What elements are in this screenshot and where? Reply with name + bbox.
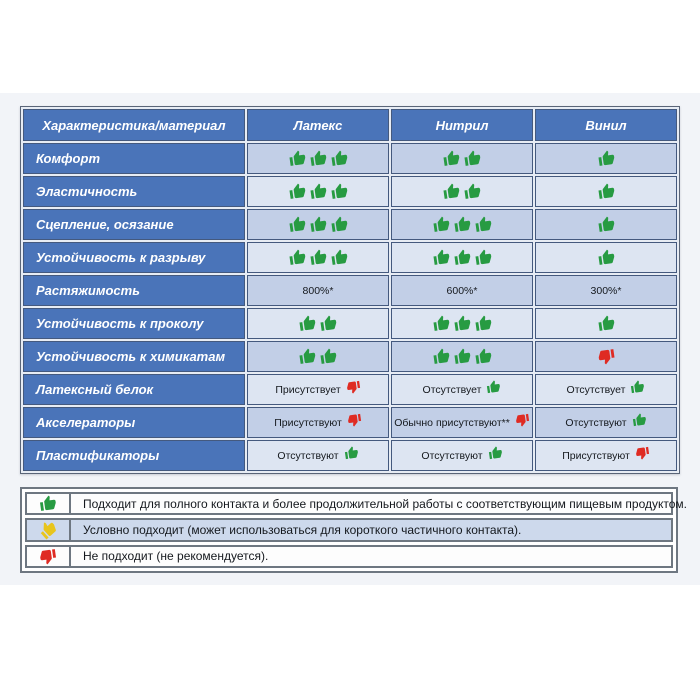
thumb-up-icon xyxy=(473,348,494,365)
text-rating-cell xyxy=(391,374,533,405)
table-row-chemical-resistance xyxy=(23,341,677,372)
header-row xyxy=(23,109,677,141)
table-body xyxy=(23,143,677,471)
rating-cell xyxy=(535,143,677,174)
table-row-puncture-resistance xyxy=(23,308,677,339)
thumb-up-icon xyxy=(39,495,57,512)
thumb-up-icon xyxy=(452,249,473,266)
thumb-up-icon xyxy=(630,380,645,394)
thumb-up-icon xyxy=(329,183,350,200)
thumb-up-icon xyxy=(473,216,494,233)
thumb-up-icon xyxy=(441,183,462,200)
table-row-plasticizers xyxy=(23,440,677,471)
comparison-table-wrap xyxy=(20,106,678,474)
thumb-up-icon xyxy=(431,315,452,332)
thumb-up-icon xyxy=(596,183,617,200)
rating-cell xyxy=(535,176,677,207)
thumb-up-icon xyxy=(308,183,329,200)
thumb-up-icon xyxy=(452,315,473,332)
thumb-up-icon xyxy=(287,216,308,233)
table-row-elasticity xyxy=(23,176,677,207)
thumb-up-icon xyxy=(441,150,462,167)
thumb-up-icon xyxy=(488,446,503,460)
legend-text: Не подходит (не рекомендуется). xyxy=(83,549,269,564)
cell-text: 300%* xyxy=(590,284,622,297)
text-rating-cell xyxy=(535,440,677,471)
row-label: Латексный белок xyxy=(23,374,245,405)
rating-cell xyxy=(391,308,533,339)
table-row-grip xyxy=(23,209,677,240)
thumb-down-icon xyxy=(635,446,650,460)
rating-cell xyxy=(391,143,533,174)
legend-row-conditional xyxy=(25,518,673,541)
thumb-up-icon xyxy=(431,348,452,365)
table-row-latex-protein xyxy=(23,374,677,405)
text-rating-cell xyxy=(247,407,389,438)
legend-text: Условно подходит (может использоваться для короткого частичного контакта). xyxy=(83,522,522,537)
table-row-tear-resistance xyxy=(23,242,677,273)
text-rating-cell xyxy=(247,440,389,471)
rating-cell xyxy=(535,209,677,240)
thumb-down-icon xyxy=(346,380,361,394)
cell-text: Обычно присутствуют** xyxy=(394,416,510,429)
row-label: Комфорт xyxy=(23,143,245,174)
thumb-up-icon xyxy=(287,183,308,200)
rating-cell xyxy=(535,242,677,273)
legend-icon-cell xyxy=(27,547,71,566)
thumb-up-icon xyxy=(318,348,339,365)
row-label: Устойчивость к проколу xyxy=(23,308,245,339)
legend-icon-cell xyxy=(27,494,71,513)
legend xyxy=(20,487,688,573)
thumb-up-icon xyxy=(297,348,318,365)
cell-text: Отсутствует xyxy=(566,383,626,396)
cell-text: 600%* xyxy=(446,284,478,297)
thumb-up-icon xyxy=(596,315,617,332)
row-label: Пластификаторы xyxy=(23,440,245,471)
rating-cell xyxy=(247,209,389,240)
thumb-down-icon xyxy=(515,413,530,427)
thumb-up-icon xyxy=(287,249,308,266)
cell-text: Присутствуют xyxy=(274,416,342,429)
text-rating-cell xyxy=(391,440,533,471)
cell-text: Отсутствуют xyxy=(565,416,627,429)
column-header-latex: Латекс xyxy=(247,109,389,141)
value-cell xyxy=(391,275,533,306)
rating-cell xyxy=(535,308,677,339)
rating-cell xyxy=(391,242,533,273)
text-rating-cell xyxy=(535,407,677,438)
thumb-up-icon xyxy=(596,249,617,266)
thumb-up-icon xyxy=(462,150,483,167)
rating-cell xyxy=(247,176,389,207)
rating-cell xyxy=(247,308,389,339)
row-label: Растяжимость xyxy=(23,275,245,306)
thumb-up-icon xyxy=(596,216,617,233)
legend-icon-cell xyxy=(27,520,71,539)
thumb-up-icon xyxy=(452,216,473,233)
rating-cell xyxy=(247,143,389,174)
value-cell xyxy=(535,275,677,306)
thumb-up-icon xyxy=(329,249,350,266)
thumb-neutral-icon xyxy=(39,521,57,538)
cell-text: 800%* xyxy=(302,284,334,297)
thumb-up-icon xyxy=(632,413,647,427)
thumb-up-icon xyxy=(318,315,339,332)
table-header-characteristic: Характеристика/материал xyxy=(23,109,245,141)
legend-row-not-suitable xyxy=(25,545,673,568)
thumb-up-icon xyxy=(329,150,350,167)
thumb-up-icon xyxy=(308,249,329,266)
table-row-comfort xyxy=(23,143,677,174)
table-row-stretch xyxy=(23,275,677,306)
rating-cell xyxy=(391,209,533,240)
value-cell xyxy=(247,275,389,306)
thumb-up-icon xyxy=(431,216,452,233)
row-label: Акселераторы xyxy=(23,407,245,438)
thumb-up-icon xyxy=(473,249,494,266)
text-rating-cell xyxy=(535,374,677,405)
thumb-up-icon xyxy=(297,315,318,332)
thumb-up-icon xyxy=(452,348,473,365)
thumb-down-icon xyxy=(39,548,57,565)
cell-text: Отсутствуют xyxy=(421,449,483,462)
thumb-up-icon xyxy=(287,150,308,167)
thumb-up-icon xyxy=(308,216,329,233)
column-header-vinyl: Винил xyxy=(535,109,677,141)
column-header-nitrile: Нитрил xyxy=(391,109,533,141)
thumb-up-icon xyxy=(344,446,359,460)
thumb-up-icon xyxy=(473,315,494,332)
table-head xyxy=(23,109,677,141)
cell-text: Присутствует xyxy=(275,383,341,396)
row-label: Устойчивость к разрыву xyxy=(23,242,245,273)
cell-text: Отсутствует xyxy=(422,383,482,396)
rating-cell xyxy=(247,341,389,372)
row-label: Сцепление, осязание xyxy=(23,209,245,240)
thumb-up-icon xyxy=(596,150,617,167)
comparison-table xyxy=(20,106,680,474)
rating-cell xyxy=(391,176,533,207)
thumb-up-icon xyxy=(486,380,501,394)
rating-cell xyxy=(535,341,677,372)
text-rating-cell xyxy=(247,374,389,405)
table-row-accelerators xyxy=(23,407,677,438)
legend-text: Подходит для полного контакта и более продолжительной работы с соответствующим пищевым продуктом. xyxy=(83,496,688,511)
thumb-up-icon xyxy=(462,183,483,200)
row-label: Устойчивость к химикатам xyxy=(23,341,245,372)
rating-cell xyxy=(247,242,389,273)
text-rating-cell xyxy=(391,407,533,438)
thumb-down-icon xyxy=(596,348,617,365)
thumb-down-icon xyxy=(347,413,362,427)
legend-row-suitable xyxy=(25,492,688,515)
thumb-up-icon xyxy=(431,249,452,266)
thumb-up-icon xyxy=(308,150,329,167)
cell-text: Присутствуют xyxy=(562,449,630,462)
thumb-up-icon xyxy=(329,216,350,233)
cell-text: Отсутствуют xyxy=(277,449,339,462)
rating-cell xyxy=(391,341,533,372)
row-label: Эластичность xyxy=(23,176,245,207)
